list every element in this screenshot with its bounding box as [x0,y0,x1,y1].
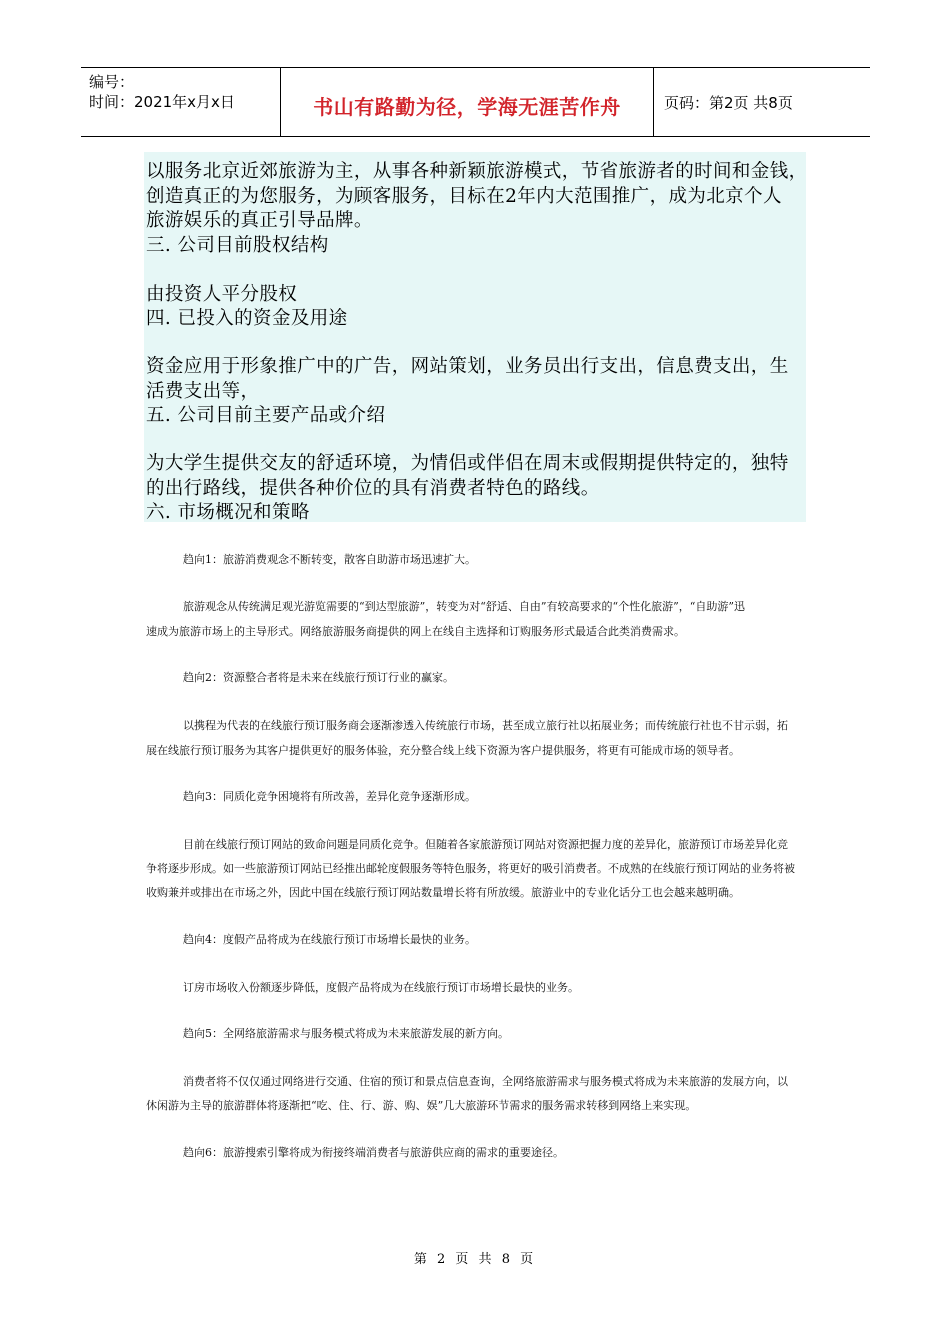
time-line: 时间：2021年x月x日 [89,93,235,111]
section3-title: 三. 公司目前股权结构 [146,235,329,256]
section3-body: 由投资人平分股权 [146,284,298,305]
trend-6-title: 趋向6：旅游搜索引擎将成为衔接终端消费者与旅游供应商的需求的重要途径。 [183,1146,564,1159]
header-meta-cell [81,68,281,136]
trend-3-title: 趋向3：同质化竞争困境将有所改善，差异化竞争逐渐形成。 [183,790,476,803]
intro-line-2: 创造真正的为您服务，为顾客服务，目标在2年内大范围推广，成为北京个人 [146,186,782,207]
section4-body-2: 活费支出等， [146,381,260,402]
trend-1-title: 趋向1：旅游消费观念不断转变，散客自助游市场迅速扩大。 [183,553,476,566]
trend-5-body-1: 消费者将不仅仅通过网络进行交通、住宿的预订和景点信息查询，全网络旅游需求与服务模式将成为未来旅游的发展方向，以 [183,1075,788,1088]
section5-title: 五. 公司目前主要产品或介绍 [146,405,386,426]
trend-1-body-2: 速成为旅游市场上的主导形式。网络旅游服务商提供的网上在线自主选择和订购服务形式最适合此类消费需求。 [146,625,685,638]
trend-3-body-1: 目前在线旅行预订网站的致命问题是同质化竞争。但随着各家旅游预订网站对资源把握力度的差异化，旅游预订市场差异化竞 [183,838,788,851]
trend-5-title: 趋向5：全网络旅游需求与服务模式将成为未来旅游发展的新方向。 [183,1027,509,1040]
page-footer: 第 2 页 共 8 页 [413,1252,537,1267]
trend-4-body-1: 订房市场收入份额逐步降低，度假产品将成为在线旅行预订市场增长最快的业务。 [183,981,579,994]
intro-line-1: 以服务北京近郊旅游为主，从事各种新颖旅游模式，节省旅游者的时间和金钱， [146,161,808,182]
page-header [81,67,870,137]
section5-body-1: 为大学生提供交友的舒适环境，为情侣或伴侣在周末或假期提供特定的，独特 [146,453,789,474]
trend-2-body-2: 展在线旅行预订服务为其客户提供更好的服务体验，充分整合线上线下资源为客户提供服务，将更有可能成市场的领导者。 [146,744,740,757]
trend-2-body-1: 以携程为代表的在线旅行预订服务商会逐渐渗透入传统旅行市场，甚至成立旅行社以拓展业务；而传统旅行社也不甘示弱，拓 [183,719,788,732]
header-page-cell [654,68,870,136]
trend-3-body-3: 收购兼并或排出在市场之外，因此中国在线旅行预订网站数量增长将有所放缓。旅游业中的专业化话分工也会越来越明确。 [146,886,740,899]
number-label: 编号： [89,73,135,91]
trend-2-title: 趋向2：资源整合者将是未来在线旅行预订行业的赢家。 [183,671,454,684]
section6-title: 六. 市场概况和策略 [146,502,310,523]
trend-4-title: 趋向4：度假产品将成为在线旅行预订市场增长最快的业务。 [183,933,476,946]
page-label: 页码：第2页 共8页 [664,93,793,112]
trend-1-body-1: 旅游观念从传统满足观光游览需要的“到达型旅游”，转变为对“舒适、自由”有较高要求的“个性化旅游”，“自助游”迅 [183,600,745,613]
trend-3-body-2: 争将逐步形成。如一些旅游预订网站已经推出邮轮度假服务等特色服务，将更好的吸引消费者。不成熟的在线旅行预订网站的业务将被 [146,862,795,875]
section4-body-1: 资金应用于形象推广中的广告，网站策划，业务员出行支出，信息费支出，生 [146,356,789,377]
trend-5-body-2: 休闲游为主导的旅游群体将逐渐把“吃、住、行、游、购、娱”几大旅游环节需求的服务需求转移到网络上来实现。 [146,1099,697,1112]
section5-body-2: 的出行路线，提供各种价位的具有消费者特色的路线。 [146,478,600,499]
motto-text: 书山有路勤为径，学海无涯苦作舟 [313,94,621,119]
section4-title: 四. 已投入的资金及用途 [146,308,348,329]
intro-line-3: 旅游娱乐的真正引导品牌。 [146,210,373,231]
header-motto-cell [281,68,654,136]
